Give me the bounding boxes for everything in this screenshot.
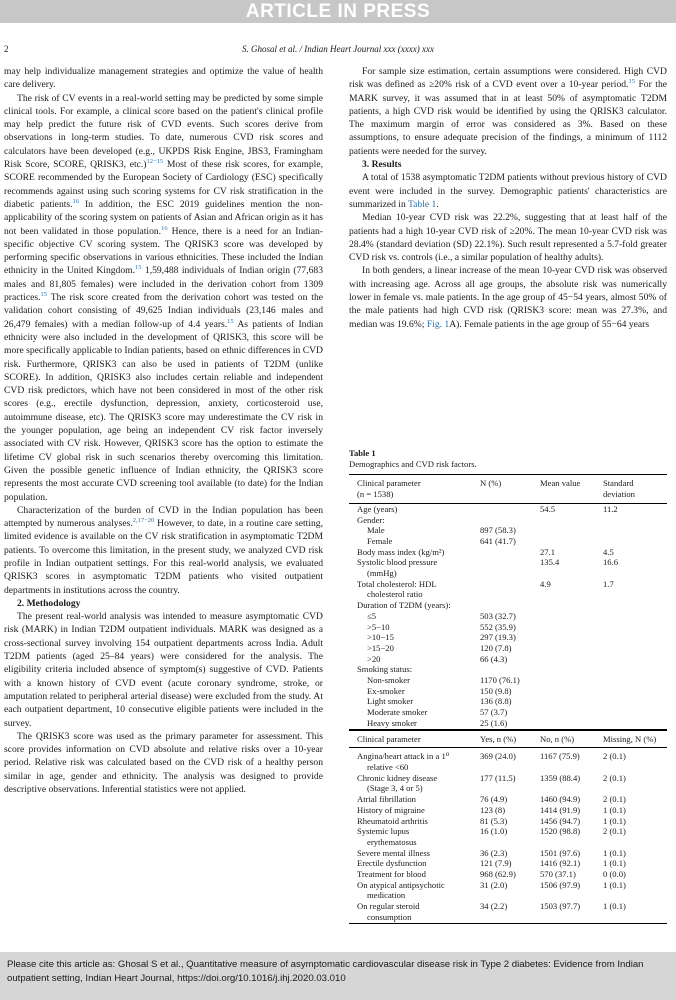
cell-parameter <box>349 675 480 686</box>
cell-yes: 968 (62.9) <box>480 869 516 880</box>
cell-text: Ex-smoker <box>367 685 405 696</box>
text: As patients of Indian ethnicity were also included in the development of QRISK3, this score will be more specifically applicable to Indian patients, based on ethnic differences in CVD risk. Furthermore, QRISK3 can also be used in patients of T2DM (unlike SCORE). In addition, QRISK3 also includes certain reliable and independent CVD risk predictors, which have not been considered in most of the other risk scores (e.g., erectile dysfunction, depression, anxiety, corticosteroid use, autoimmune disease, etc). The QRISK3 score may underestimate the CV risk in the younger population, age being an independent CV risk factor inversely associated with CV risk. However, QRISK3 score has the option to estimate the lifetime CV global risk in such scenarios thereby overcoming this limitation. Given the possible genetic influence of Indian ethnicity, the QRISK3 score represents the most accurate CVD screening tool available (to date) for the Indian population. <box>4 318 323 503</box>
cell-text: >10−15 <box>367 632 394 643</box>
cell-text: Systemic lupus <box>357 826 410 837</box>
table-row <box>349 503 667 514</box>
cell-mean <box>540 622 603 633</box>
table-row <box>349 547 667 558</box>
cell-parameter <box>349 557 480 578</box>
cell-yes: 36 (2.3) <box>480 847 508 858</box>
text: The risk score created from the derivation cohort was tested on the validation cohort consisting of 49,625 Indian individuals (23,146 males and 26,479 females) with a median follow-up of 4.4 years. <box>4 292 323 330</box>
cell-no: 1167 (75.9) <box>540 751 580 762</box>
cell-parameter <box>349 748 480 773</box>
cell-n-percent <box>480 557 540 578</box>
cell-mean <box>540 536 603 547</box>
cell-missing: 1 (0.1) <box>603 858 626 869</box>
cell-yes: 369 (24.0) <box>480 751 516 762</box>
cell-parameter <box>349 536 480 547</box>
cell-text: Non-smoker <box>367 675 410 686</box>
cell-text: History of migraine <box>357 804 425 815</box>
table-row <box>349 707 667 718</box>
text: . <box>436 198 439 210</box>
citation-link[interactable]: 16 <box>161 224 168 232</box>
table-row <box>349 816 667 827</box>
cell-parameter <box>349 696 480 707</box>
paragraph: may help individualize management strategies and optimize the value of health care delivery. <box>4 66 323 91</box>
cell-n-percent <box>480 547 540 558</box>
citation-link[interactable]: 15 <box>628 78 635 86</box>
table-row <box>349 664 667 675</box>
cell-mean <box>540 515 603 526</box>
cell-sd <box>603 611 667 622</box>
risk-factors-table <box>349 730 667 924</box>
cell-mean <box>540 696 603 707</box>
table-row <box>349 773 667 794</box>
cell-parameter <box>349 707 480 718</box>
table-row <box>349 696 667 707</box>
cell-n-percent: 66 (4.3) <box>480 653 508 664</box>
cell-yes: 16 (1.0) <box>480 826 508 837</box>
article-in-press-banner: ARTICLE IN PRESS <box>0 0 676 23</box>
cell-sd <box>603 707 667 718</box>
cell-text: Systolic blood pressure <box>357 557 438 568</box>
cell-yes: 123 (8) <box>480 804 506 815</box>
cell-sd <box>603 675 667 686</box>
right-column <box>349 65 667 331</box>
cell-text: erythematosus <box>367 836 417 847</box>
column-header: No, n (%) <box>540 733 575 744</box>
cell-parameter <box>349 654 480 665</box>
cell-parameter <box>349 816 480 827</box>
cell-no: 1414 (91.9) <box>540 804 581 815</box>
cell-missing: 2 (0.1) <box>603 772 626 783</box>
cell-text: Total cholesterol: HDL <box>357 578 437 589</box>
text: The risk of CV events in a real-world setting may be predicted by some simple clinical tools. For example, a clinical score based on the patient's clinical profile may help predict the future risk of CVD events. Such scores derive from observations in long-term studies. To date, numerous CVD risk scores and calculators have been developed (e.g., UKPDS Risk Engine, JBS3, Framingham Risk Score, SCORE, QRISK3, etc.) <box>4 92 323 171</box>
cell-parameter <box>349 503 480 514</box>
table-row <box>349 718 667 729</box>
page-number: 2 <box>4 44 9 54</box>
cell-sd: 11.2 <box>603 503 618 514</box>
table-row <box>349 748 667 773</box>
cell-mean <box>540 686 603 697</box>
cell-yes: 31 (2.0) <box>480 879 508 890</box>
cell-parameter <box>349 525 480 536</box>
column-header: Yes, n (%) <box>480 733 517 744</box>
cell-sd <box>603 654 667 665</box>
left-column <box>4 65 323 796</box>
text: Most of these risk scores, for example, SCORE recommended by the European Society of Cardiology (ESC) specifically recommends against using such scoring systems for CV risk stratification in the diabetic patients. <box>4 159 323 210</box>
cell-mean <box>540 525 603 536</box>
cell-no: 1460 (94.9) <box>540 794 581 805</box>
cell-parameter <box>349 664 480 675</box>
cell-n-percent: 57 (3.7) <box>480 707 508 718</box>
section-heading-methodology: 2. Methodology <box>17 597 81 609</box>
cell-mean <box>540 611 603 622</box>
cell-text: ≤5 <box>367 610 377 621</box>
cell-n-percent: 136 (8.8) <box>480 696 512 707</box>
cell-no: 1359 (88.4) <box>540 772 581 783</box>
table-header-row <box>349 475 667 503</box>
column-header: Mean value <box>540 478 581 489</box>
cell-text: relative <60 <box>367 761 409 772</box>
cell-parameter <box>349 600 480 611</box>
cell-text: Age (years) <box>357 503 398 514</box>
cell-no: 1416 (92.1) <box>540 858 581 869</box>
text: Characterization of the burden of CVD in the Indian population has been attempted by numerous analyses. <box>4 504 323 530</box>
cell-n-percent: 503 (32.7) <box>480 610 516 621</box>
cell-text: Female <box>367 535 393 546</box>
table-row <box>349 794 667 805</box>
cell-parameter <box>349 643 480 654</box>
table-row <box>349 826 667 847</box>
cell-text: Light smoker <box>367 696 414 707</box>
table-row <box>349 869 667 880</box>
paragraph-median-risk: Median 10-year CVD risk was 22.2%, suggesting that at least half of the patients had a high 10-year CVD risk of ≥20%. The mean 10-year CVD risk was 28.4% (standard deviation (SD) 22.1%). Such result represented a 5.7-fold greater CVD risk vs. controls (i.e., a similar population of healthy adults). <box>349 212 667 264</box>
cell-n-percent: 1170 (76.1) <box>480 675 520 686</box>
text: In both genders, a linear increase of the mean 10-year CVD risk was observed with increasing age. Across all age groups, the absolute risk was numerically lower in female vs. male patients. In the age group of 45−54 years, almost 50% of the male patients had high CVD risk (QRISK3 score: mean was 27.3%, and median was 19.6%; <box>349 265 667 330</box>
cell-sd: 4.5 <box>603 546 614 557</box>
cell-yes: 177 (11.5) <box>480 772 516 783</box>
table-row <box>349 515 667 526</box>
cell-text: Heavy smoker <box>367 717 417 728</box>
cell-missing: 0 (0.0) <box>603 869 626 880</box>
cell-mean <box>540 600 603 611</box>
table-caption: Demographics and CVD risk factors. <box>349 458 477 469</box>
cell-mean <box>540 707 603 718</box>
cell-yes: 81 (5.3) <box>480 815 508 826</box>
table-1 <box>349 448 667 924</box>
cell-sd <box>603 525 667 536</box>
cell-text: Male <box>367 525 385 536</box>
paragraph-characterization <box>4 504 323 597</box>
cell-mean: 135.4 <box>540 557 560 568</box>
table-row <box>349 579 667 600</box>
cell-yes: 76 (4.9) <box>480 794 508 805</box>
cell-sd <box>603 664 667 675</box>
cell-text: Smoking status: <box>357 664 413 675</box>
cell-parameter <box>349 632 480 643</box>
cell-n-percent: 297 (19.3) <box>480 632 516 643</box>
paragraph-risk-scores <box>4 92 323 504</box>
cell-n-percent <box>480 600 540 611</box>
cell-text: On atypical antipsychotic <box>357 879 445 890</box>
cell-parameter <box>349 611 480 622</box>
column-header: N (%) <box>480 478 502 489</box>
cell-n-percent: 897 (58.3) <box>480 525 516 536</box>
cell-yes: 34 (2.2) <box>480 901 508 912</box>
cell-sd <box>603 600 667 611</box>
cell-missing: 2 (0.1) <box>603 751 626 762</box>
cell-parameter <box>349 515 480 526</box>
cell-n-percent: 641 (41.7) <box>480 535 516 546</box>
table-row <box>349 675 667 686</box>
cell-no: 1506 (97.9) <box>540 879 581 890</box>
cell-n-percent: 150 (9.8) <box>480 685 512 696</box>
table-row <box>349 805 667 816</box>
table-header-row <box>349 730 667 748</box>
text: Hence, there is a need for an Indian-specific objective CV scoring system. The QRISK3 score was developed by performing specific observations in various ethnicities. These included the Indian ethnicity in the United Kingdom. <box>4 225 323 277</box>
table-row <box>349 654 667 665</box>
cell-sd <box>603 515 667 526</box>
cell-mean: 4.9 <box>540 578 551 589</box>
cell-text: consumption <box>367 911 412 922</box>
column-header: Standard deviation <box>603 478 635 500</box>
cell-sd <box>603 622 667 633</box>
table-row <box>349 525 667 536</box>
cell-parameter <box>349 880 480 901</box>
paragraph-methodology: The present real-world analysis was intended to measure asymptomatic CVD risk (MARK) in Indian T2DM outpatient individuals. MARK was designed as a cross-sectional survey involving 154 outpatient departments across India. Adult T2DM patients (aged 25–84 years) were considered for the analysis. The eligibility criteria included absence of symptom(s) suggestive of CVD. Patients with a known history of CVD event (acute coronary syndrome, stroke, or amputation related to peripheral arterial disease) were excluded from the study. At each outpatient department, 10 consecutive eligible patients were included in the survey. <box>4 611 323 729</box>
table-row <box>349 686 667 697</box>
citation-link[interactable]: 15 <box>227 317 234 325</box>
cell-text: Erectile dysfunction <box>357 858 427 869</box>
table-row <box>349 858 667 869</box>
cell-parameter <box>349 686 480 697</box>
text: 1,59,488 individuals of Indian origin (77,683 males and 81,805 females) were included in the derivation cohort from 1309 practices. <box>4 265 323 304</box>
table-row <box>349 880 667 901</box>
cell-mean <box>540 632 603 643</box>
cell-text: (mmHg) <box>367 568 397 579</box>
paragraph-sample-size <box>349 65 667 158</box>
cell-missing: 2 (0.1) <box>603 794 626 805</box>
citation-link[interactable]: 16 <box>72 197 80 205</box>
section-heading-results: 3. Results <box>362 159 402 171</box>
cell-sd: 16.6 <box>603 557 619 568</box>
cell-mean <box>540 664 603 675</box>
cell-n-percent <box>480 664 540 675</box>
cell-no: 1520 (98.8) <box>540 826 581 837</box>
cell-text: Chronic kidney disease <box>357 772 438 783</box>
cell-mean <box>540 643 603 654</box>
table-row <box>349 611 667 622</box>
cell-text: Gender: <box>357 514 385 525</box>
cell-text: Body mass index (kg/m²) <box>357 546 445 557</box>
cell-text: medication <box>367 890 406 901</box>
cell-n-percent <box>480 579 540 600</box>
cell-text: On regular steroid <box>357 901 420 912</box>
cell-text: Atrial fibrillation <box>357 794 416 805</box>
cell-text: >5−10 <box>367 621 390 632</box>
table-row <box>349 848 667 859</box>
cell-text: Severe mental illness <box>357 847 431 858</box>
cell-text: Moderate smoker <box>367 707 428 718</box>
demographics-table <box>349 474 667 729</box>
table-row <box>349 536 667 547</box>
figure-link[interactable]: Fig. 1 <box>426 318 450 330</box>
column-header: Clinical parameter <box>357 733 421 744</box>
citation-link[interactable]: 15 <box>40 290 47 298</box>
cell-parameter <box>349 858 480 869</box>
cell-missing: 1 (0.1) <box>603 815 626 826</box>
paragraph-qrisk3: The QRISK3 score was used as the primary parameter for assessment. This score provides information on CVD absolute and relative risks over a 10-year period. Relative risk was calculated based on the CVD risk of a healthy person similar in age, gender and ethnicity. The analysis was designed to provide descriptive observations. Inferential statistics were not applied. <box>4 730 323 796</box>
table-row <box>349 632 667 643</box>
cell-missing: 1 (0.1) <box>603 847 626 858</box>
cell-no: 1501 (97.6) <box>540 847 581 858</box>
table-row <box>349 600 667 611</box>
cell-text: >15−20 <box>367 642 394 653</box>
text: A total of 1538 asymptomatic T2DM patients without previous history of CVD event were included in the survey. Demographic patients' characteristics are summarized in <box>349 172 667 210</box>
cell-sd <box>603 632 667 643</box>
cell-parameter <box>349 805 480 816</box>
text: For the MARK survey, it was assumed that in at least 50% of asymptomatic T2DM patients, a high CVD risk would be identified by using the QRISK3 calculator. The maximum margin of error was considered as 3%. Based on these assumptions, to ensure adequate precision of the findings, a minimum of 1112 patients were needed for the survey. <box>349 79 667 157</box>
text: A). Female patients in the age group of 55−64 years <box>449 318 650 330</box>
cell-mean: 54.5 <box>540 503 556 514</box>
cell-n-percent <box>480 515 540 526</box>
cell-parameter <box>349 718 480 729</box>
running-head <box>0 42 676 56</box>
cell-n-percent <box>480 503 540 514</box>
cell-parameter <box>349 869 480 880</box>
citation-link[interactable]: 15 <box>135 264 142 272</box>
cell-text: Angina/heart attack in a 1⁰ <box>357 751 450 762</box>
cell-parameter <box>349 901 480 923</box>
citation-link[interactable]: 2,17−20 <box>132 516 155 524</box>
cell-no: 1503 (97.7) <box>540 901 581 912</box>
table-row <box>349 557 667 578</box>
column-header: Clinical parameter (n = 1538) <box>357 478 421 500</box>
cell-sd <box>603 686 667 697</box>
citation-footer: Please cite this article as: Ghosal S et al., Quantitative measure of asymptomatic cardiovascular disease risk in Type 2 diabetes: Evidence from Indian outpatient setting, Indian Heart Journal, https://doi.org/10.1016/j.ihj.2020.03.010 <box>0 952 676 1000</box>
cell-sd <box>603 643 667 654</box>
cell-parameter <box>349 794 480 805</box>
cell-parameter <box>349 622 480 633</box>
cell-text: cholesterol ratio <box>367 589 423 600</box>
cell-text: Treatment for blood <box>357 869 426 880</box>
cell-sd <box>603 536 667 547</box>
table-row <box>349 901 667 923</box>
cell-parameter <box>349 773 480 794</box>
cell-mean <box>540 654 603 665</box>
cell-no: 570 (37.1) <box>540 869 576 880</box>
table-row <box>349 622 667 633</box>
cell-missing: 1 (0.1) <box>603 901 626 912</box>
cell-mean <box>540 675 603 686</box>
table-label: Table 1 <box>349 448 376 458</box>
citation-link[interactable]: 12−15 <box>146 157 164 165</box>
cell-parameter <box>349 547 480 558</box>
text: For sample size estimation, certain assumptions were considered. High CVD risk was defined as ≥20% risk of a CVD event over a 10-year period. <box>349 66 667 91</box>
text: In addition, the ESC 2019 guidelines mention the non-applicability of the scoring system on patients of Asian and African origin as it has not been validated in those population. <box>4 198 323 237</box>
cell-text: >20 <box>367 653 381 664</box>
journal-citation-line: S. Ghosal et al. / Indian Heart Journal xxx (xxxx) xxx <box>242 44 434 54</box>
cell-no: 1456 (94.7) <box>540 815 581 826</box>
table-row <box>349 643 667 654</box>
cell-sd <box>603 718 667 729</box>
text: However, to date, in a routine care setting, limited evidence is available on the CV risk stratification in asymptomatic T2DM patients. To overcome this limitation, in the present study, we analyzed CVD risk profile in Indian outpatient settings. For this real-world analysis, we evaluated QRISK3 scores in asymptomatic T2DM patients who visited outpatient departments in institutions across the country. <box>4 518 323 596</box>
cell-mean <box>540 718 603 729</box>
cell-parameter <box>349 848 480 859</box>
cell-text: Rheumatoid arthritis <box>357 815 428 826</box>
cell-sd: 1.7 <box>603 578 614 589</box>
cell-parameter <box>349 579 480 600</box>
cell-text: (Stage 3, 4 or 5) <box>367 783 423 794</box>
cell-n-percent: 25 (1.6) <box>480 717 508 728</box>
table-link[interactable]: Table 1 <box>407 198 437 210</box>
cell-missing: 1 (0.1) <box>603 879 626 890</box>
paragraph-gender-age <box>349 264 667 330</box>
cell-missing: 1 (0.1) <box>603 804 626 815</box>
cell-mean: 27.1 <box>540 546 556 557</box>
cell-text: Duration of T2DM (years): <box>357 600 451 611</box>
cell-n-percent: 552 (35.9) <box>480 621 516 632</box>
cell-sd <box>603 696 667 707</box>
column-header: Missing, N (%) <box>603 733 657 744</box>
cell-n-percent: 120 (7.8) <box>480 642 512 653</box>
cell-yes: 121 (7.9) <box>480 858 512 869</box>
paragraph-results <box>349 171 667 211</box>
cell-missing: 2 (0.1) <box>603 826 626 837</box>
cell-parameter <box>349 826 480 847</box>
